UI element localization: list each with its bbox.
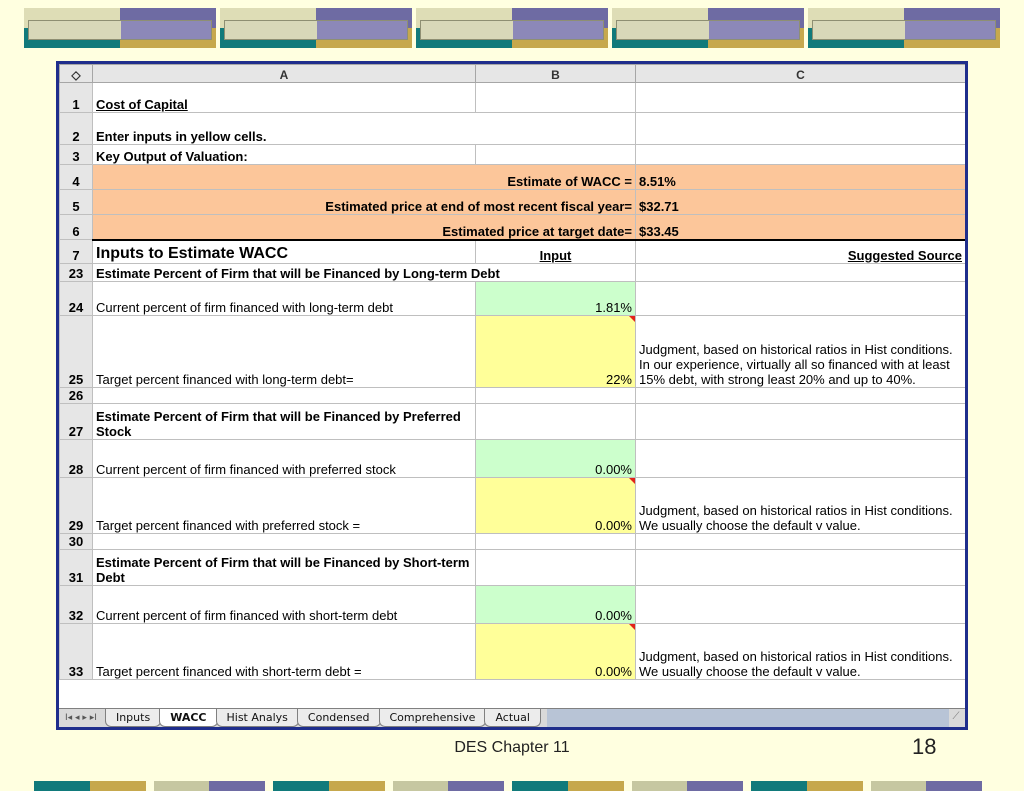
tab-inputs[interactable]: Inputs: [105, 709, 161, 727]
instruction-cell[interactable]: Enter inputs in yellow cells.: [93, 113, 636, 145]
cell[interactable]: [476, 388, 636, 404]
row-header[interactable]: 28: [60, 440, 93, 478]
table-row: [60, 264, 966, 282]
label-cell[interactable]: Target percent financed with short-term debt =: [93, 624, 476, 680]
row-header[interactable]: 27: [60, 404, 93, 440]
table-row: [60, 165, 966, 190]
bottom-decor-strip: [34, 781, 982, 791]
input-cell-long-term-debt[interactable]: 22%: [476, 316, 636, 388]
cell[interactable]: [476, 404, 636, 440]
source-note-cell[interactable]: Judgment, based on historical ratios in Hist conditions. In our experience, virtually all so financed with at least 15% debt, with strong least 20% and up to 40%.: [636, 316, 966, 388]
table-row: [60, 145, 966, 165]
label-cell[interactable]: Target percent financed with preferred stock =: [93, 478, 476, 534]
input-cell-preferred-stock[interactable]: 0.00%: [476, 478, 636, 534]
cell[interactable]: [636, 83, 966, 113]
banner-block: [416, 8, 608, 48]
row-header[interactable]: 5: [60, 190, 93, 215]
table-row: [60, 404, 966, 440]
horizontal-scrollbar[interactable]: [547, 709, 949, 727]
section-heading-cell[interactable]: Estimate Percent of Firm that will be Financed by Preferred Stock: [93, 404, 476, 440]
banner-block: [24, 8, 216, 48]
section-heading-cell[interactable]: Estimate Percent of Firm that will be Financed by Short-term Debt: [93, 550, 476, 586]
cell[interactable]: [636, 264, 966, 282]
wacc-value-cell[interactable]: 8.51%: [636, 165, 966, 190]
table-row: [60, 586, 966, 624]
row-header[interactable]: 29: [60, 478, 93, 534]
computed-value-cell[interactable]: 0.00%: [476, 440, 636, 478]
column-header-c[interactable]: C: [636, 65, 966, 83]
row-header[interactable]: 24: [60, 282, 93, 316]
source-note-cell[interactable]: Judgment, based on historical ratios in Hist conditions. We usually choose the default v value.: [636, 478, 966, 534]
tab-condensed[interactable]: Condensed: [297, 709, 381, 727]
cell[interactable]: [93, 388, 476, 404]
row-header[interactable]: 2: [60, 113, 93, 145]
cell[interactable]: [636, 282, 966, 316]
label-cell[interactable]: Current percent of firm financed with long-term debt: [93, 282, 476, 316]
row-header[interactable]: 30: [60, 534, 93, 550]
computed-value-cell[interactable]: 1.81%: [476, 282, 636, 316]
fiscal-price-label-cell[interactable]: Estimated price at end of most recent fiscal year=: [93, 190, 636, 215]
computed-value-cell[interactable]: 0.00%: [476, 586, 636, 624]
row-header[interactable]: 31: [60, 550, 93, 586]
row-header[interactable]: 33: [60, 624, 93, 680]
target-price-value-cell[interactable]: $33.45: [636, 215, 966, 240]
table-row: [60, 190, 966, 215]
table-row: [60, 550, 966, 586]
resize-grip-icon[interactable]: ⟋: [952, 711, 960, 722]
cell[interactable]: [476, 83, 636, 113]
row-header[interactable]: 1: [60, 83, 93, 113]
row-header[interactable]: 23: [60, 264, 93, 282]
tab-actual[interactable]: Actual: [484, 709, 540, 727]
row-header[interactable]: 26: [60, 388, 93, 404]
cell[interactable]: [636, 145, 966, 165]
tab-scroll-buttons[interactable]: I◂ ◂ ▸ ▸I: [65, 713, 97, 723]
table-row: [60, 388, 966, 404]
row-header[interactable]: 25: [60, 316, 93, 388]
tab-wacc[interactable]: WACC: [159, 709, 217, 727]
sheet-tab-bar: [59, 708, 965, 727]
cell[interactable]: [476, 534, 636, 550]
banner-block: [220, 8, 412, 48]
table-row: [60, 316, 966, 388]
spreadsheet-window: [56, 61, 968, 730]
tab-hist-analys[interactable]: Hist Analys: [216, 709, 299, 727]
label-cell[interactable]: Current percent of firm financed with preferred stock: [93, 440, 476, 478]
row-header[interactable]: 3: [60, 145, 93, 165]
row-header[interactable]: 4: [60, 165, 93, 190]
table-row: [60, 113, 966, 145]
table-row: [60, 215, 966, 240]
target-price-label-cell[interactable]: Estimated price at target date=: [93, 215, 636, 240]
banner-block: [808, 8, 1000, 48]
row-header[interactable]: 6: [60, 215, 93, 240]
cell[interactable]: [636, 586, 966, 624]
spreadsheet-grid: [59, 64, 966, 680]
inputs-heading-cell[interactable]: Inputs to Estimate WACC: [93, 240, 476, 264]
source-note-cell[interactable]: Judgment, based on historical ratios in Hist conditions. We usually choose the default v value.: [636, 624, 966, 680]
page-number: 18: [912, 734, 937, 759]
row-header[interactable]: 7: [60, 240, 93, 264]
column-header-row: [60, 65, 966, 83]
cell[interactable]: [636, 113, 966, 145]
section-heading-cell[interactable]: Estimate Percent of Firm that will be Financed by Long-term Debt: [93, 264, 636, 282]
source-column-heading[interactable]: Suggested Source: [636, 240, 966, 264]
table-row: [60, 624, 966, 680]
label-cell[interactable]: Target percent financed with long-term debt=: [93, 316, 476, 388]
cell[interactable]: [636, 388, 966, 404]
column-header-b[interactable]: B: [476, 65, 636, 83]
table-row: [60, 83, 966, 113]
banner-block: [612, 8, 804, 48]
input-cell-short-term-debt[interactable]: 0.00%: [476, 624, 636, 680]
wacc-label-cell[interactable]: Estimate of WACC =: [93, 165, 636, 190]
column-header-a[interactable]: A: [93, 65, 476, 83]
cell[interactable]: [636, 550, 966, 586]
label-cell[interactable]: Current percent of firm financed with short-term debt: [93, 586, 476, 624]
input-column-heading[interactable]: Input: [476, 240, 636, 264]
tab-comprehensive[interactable]: Comprehensive: [379, 709, 487, 727]
cell[interactable]: [636, 440, 966, 478]
table-row: [60, 534, 966, 550]
cell[interactable]: [636, 404, 966, 440]
table-row: [60, 240, 966, 264]
cell[interactable]: [636, 534, 966, 550]
cell[interactable]: [93, 534, 476, 550]
section-label-cell[interactable]: Key Output of Valuation:: [93, 145, 476, 165]
sheet-title-cell[interactable]: Cost of Capital: [93, 83, 476, 113]
table-row: [60, 440, 966, 478]
fiscal-price-value-cell[interactable]: $32.71: [636, 190, 966, 215]
cell[interactable]: [476, 145, 636, 165]
slide-footer: DES Chapter 11: [454, 739, 570, 756]
table-row: [60, 282, 966, 316]
select-all-corner[interactable]: ◇: [60, 65, 93, 83]
cell[interactable]: [476, 550, 636, 586]
table-row: [60, 478, 966, 534]
row-header[interactable]: 32: [60, 586, 93, 624]
